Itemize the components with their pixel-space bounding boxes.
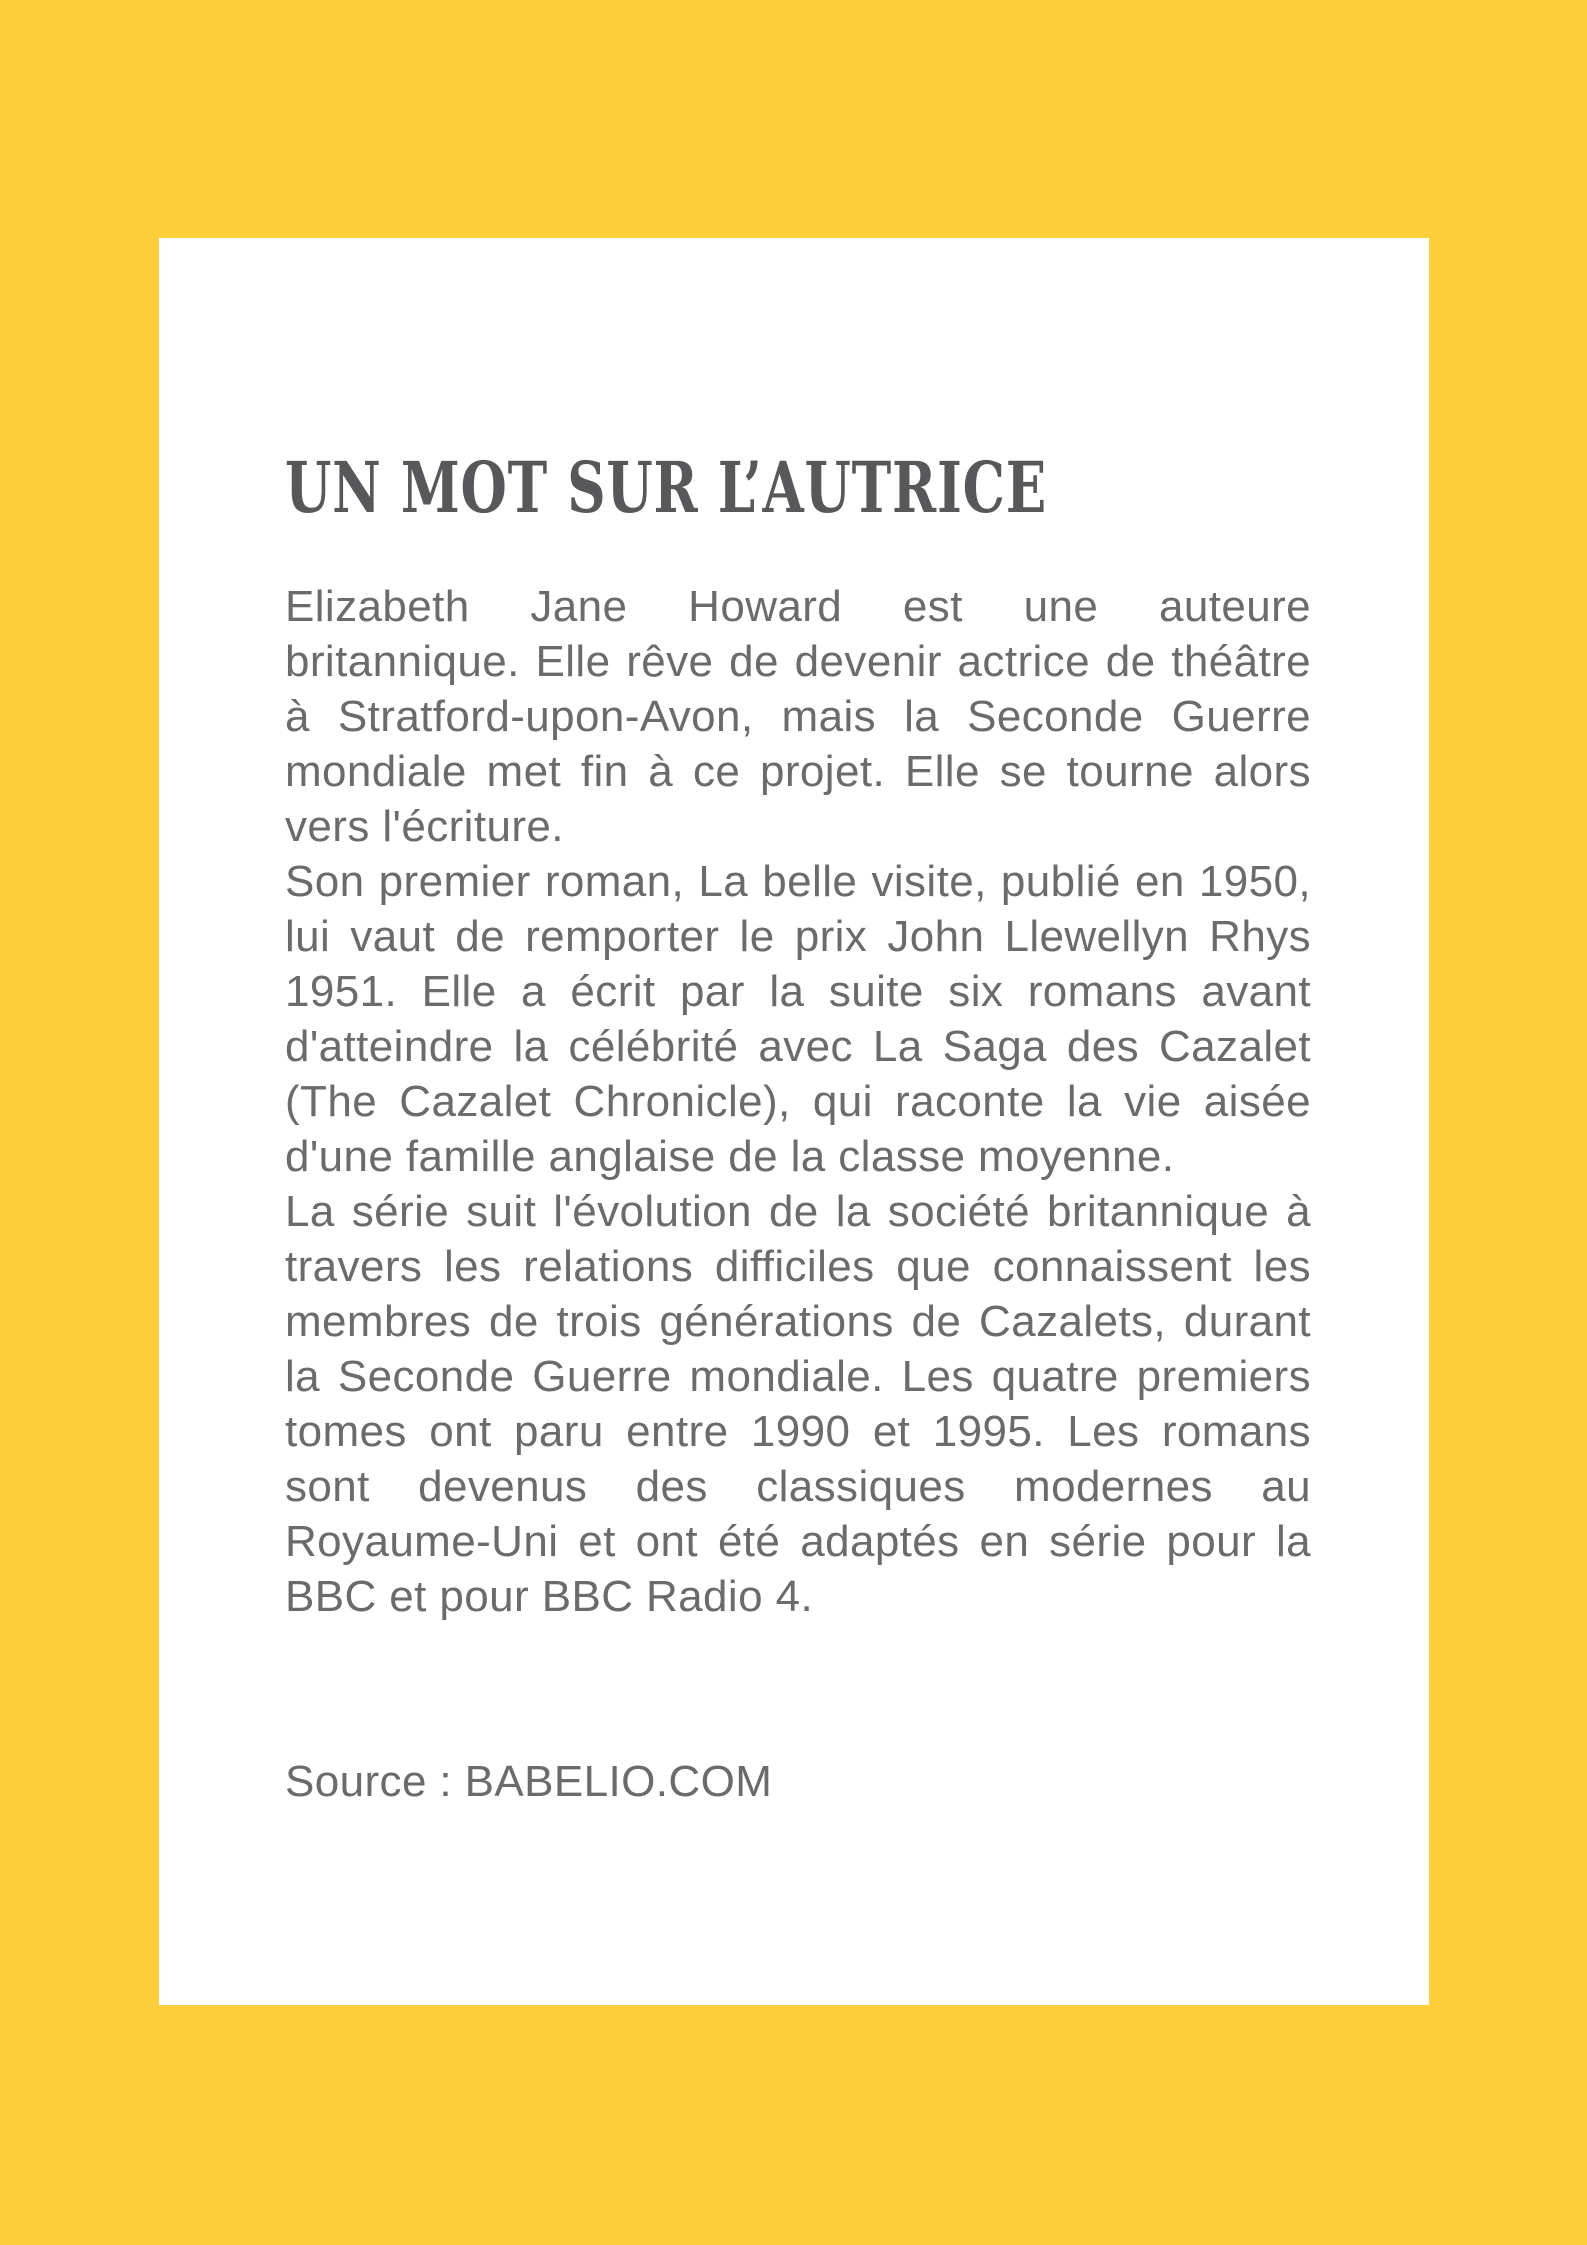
- author-bio-text: [285, 579, 1311, 1624]
- bio-paragraph-1: Elizabeth Jane Howard est une auteure britannique. Elle rêve de devenir actrice de théâtre à Stratford-upon-Avon, mais la Seconde Guerre mondiale met fin à ce projet. Elle se tourne alors vers l'écriture.: [285, 582, 1311, 851]
- source-line: Source : BABELIO.COM: [285, 1757, 773, 1806]
- content-card: [159, 238, 1429, 2005]
- page-title: UN MOT SUR L’AUTRICE: [285, 446, 1048, 529]
- bio-paragraph-2: Son premier roman, La belle visite, publié en 1950, lui vaut de remporter le prix John Llewellyn Rhys 1951. Elle a écrit par la suite six romans avant d'atteindre la célébrité avec La Saga des Cazalet (The Cazalet Chronicle), qui raconte la vie aisée d'une famille anglaise de la classe moyenne.: [285, 857, 1311, 1181]
- bio-paragraph-3: La série suit l'évolution de la société britannique à travers les relations difficiles que connaissent les membres de trois générations de Cazalets, durant la Seconde Guerre mondiale. Les quatre premiers tomes ont paru entre 1990 et 1995. Les romans sont devenus des classiques modernes au Royaume-Uni et ont été adaptés en série pour la BBC et pour BBC Radio 4.: [285, 1187, 1311, 1621]
